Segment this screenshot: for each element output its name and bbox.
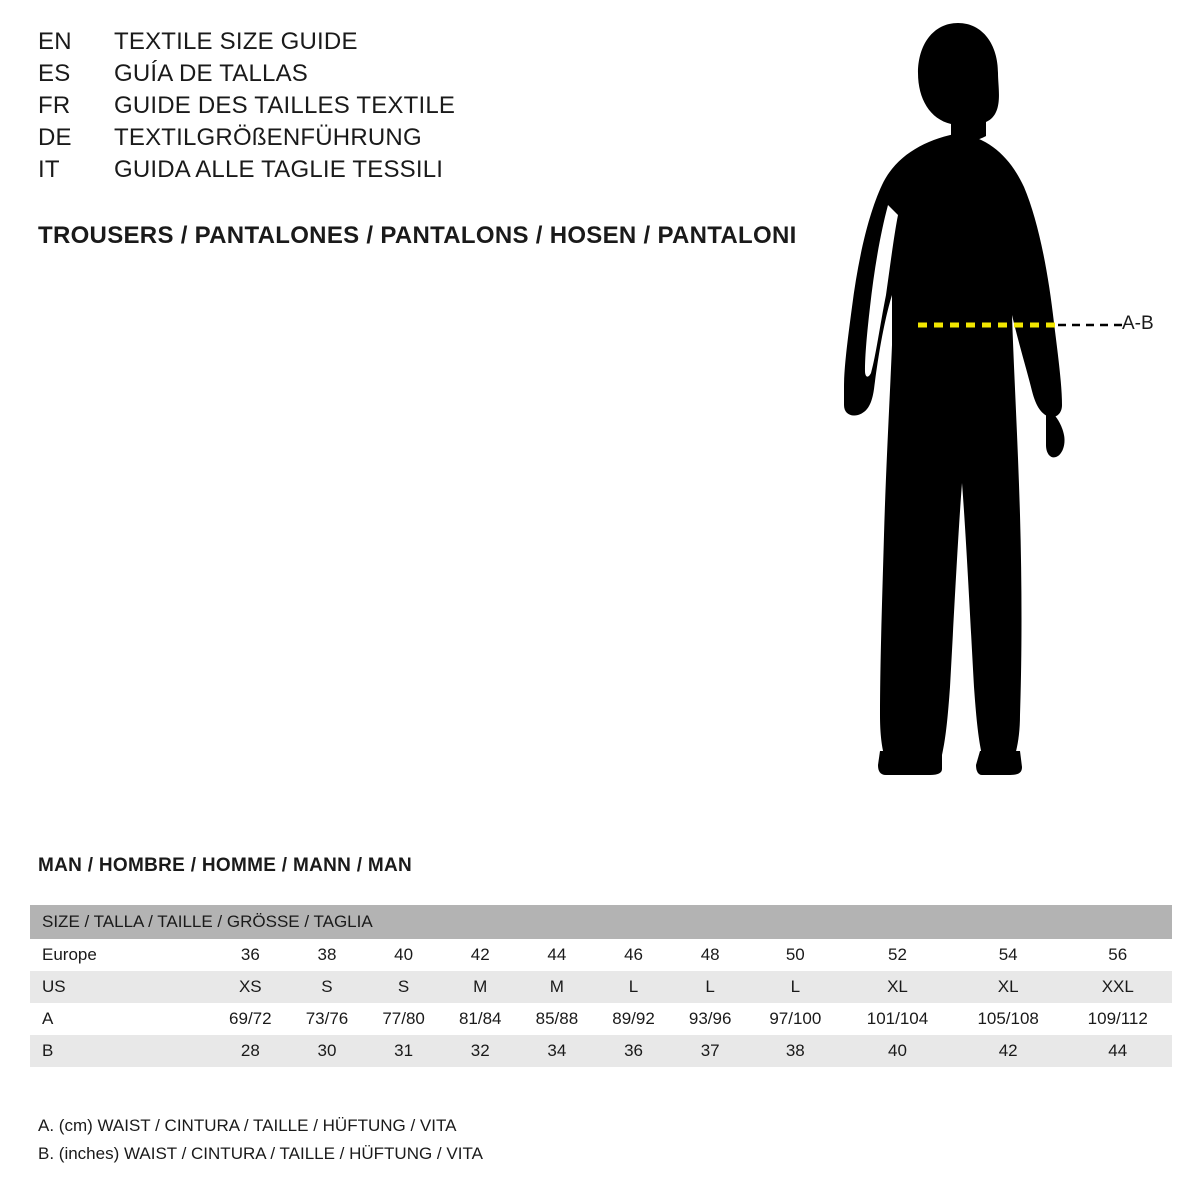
language-code: IT (38, 156, 60, 183)
language-title: GUIDE DES TAILLES TEXTILE (114, 92, 456, 119)
language-row (38, 28, 798, 60)
table-cell: 30 (317, 1041, 337, 1060)
table-cell: L (628, 977, 639, 996)
table-cell: 32 (470, 1041, 490, 1060)
figure-silhouette (810, 15, 1190, 805)
table-cell: 77/80 (382, 1009, 425, 1028)
table-cell: 56 (1108, 945, 1128, 964)
table-cell: XS (238, 977, 262, 996)
table-cell: 44 (547, 945, 567, 964)
language-row (38, 156, 798, 188)
table-cell: 40 (394, 945, 414, 964)
language-title: GUÍA DE TALLAS (114, 60, 308, 87)
table-cell: 28 (240, 1041, 260, 1060)
table-cell: S (321, 977, 333, 996)
table-cell: 46 (624, 945, 643, 964)
language-code: DE (38, 124, 72, 151)
table-cell: 42 (998, 1041, 1018, 1060)
table-cell: 52 (888, 945, 907, 964)
language-title: TEXTILGRÖßENFÜHRUNG (114, 124, 422, 151)
table-cell: 85/88 (535, 1009, 579, 1028)
language-title: TEXTILE SIZE GUIDE (114, 28, 358, 55)
table-cell: L (790, 977, 801, 996)
table-cell: M (549, 977, 564, 996)
language-code: FR (38, 92, 71, 119)
table-cell: 101/104 (866, 1009, 929, 1028)
measure-label-ab: A-B (1122, 313, 1154, 334)
table-cell: 89/92 (612, 1009, 655, 1028)
language-row (38, 60, 798, 92)
table-cell: 48 (700, 945, 720, 964)
language-row (38, 92, 798, 124)
table-cell: 37 (700, 1041, 720, 1060)
table-cell: 54 (998, 945, 1018, 964)
table-cell: XL (997, 977, 1019, 996)
table-row (30, 939, 1172, 971)
language-code: EN (38, 28, 72, 55)
table-section-title: MAN / HOMBRE / HOMME / MANN / MAN (38, 855, 413, 876)
table-cell: 105/108 (977, 1009, 1039, 1028)
row-label: Europe (42, 945, 97, 964)
table-cell: 44 (1108, 1041, 1128, 1060)
table-header-label: SIZE / TALLA / TAILLE / GRÖSSE / TAGLIA (30, 905, 1172, 939)
footnote-list (38, 1112, 483, 1168)
table-cell: 93/96 (688, 1009, 732, 1028)
table-cell: 38 (785, 1041, 805, 1060)
table-cell: 38 (317, 945, 337, 964)
table-cell: 97/100 (769, 1009, 822, 1028)
table-cell: 34 (547, 1041, 567, 1060)
table-cell: 31 (394, 1041, 414, 1060)
row-label: B (42, 1041, 54, 1060)
garment-type-heading: TROUSERS / PANTALONES / PANTALONS / HOSEN / PANTALONI (38, 222, 797, 249)
language-title: GUIDA ALLE TAGLIE TESSILI (114, 156, 444, 183)
table-cell: S (397, 977, 410, 996)
table-cell: 36 (624, 1041, 643, 1060)
footnote-b: B. (inches) WAIST / CINTURA / TAILLE / HÜFTUNG / VITA (38, 1144, 483, 1163)
table-cell: 109/112 (1087, 1009, 1148, 1028)
table-header-row (30, 905, 1172, 939)
row-label: US (42, 977, 66, 996)
table-cell: M (473, 977, 488, 996)
table-cell: 73/76 (305, 1009, 349, 1028)
table-cell: XL (887, 977, 908, 996)
table-cell: 40 (888, 1041, 907, 1060)
table-cell: 69/72 (229, 1009, 272, 1028)
man-silhouette-icon (810, 15, 1190, 805)
language-code: ES (38, 60, 71, 87)
table-cell: 81/84 (458, 1009, 502, 1028)
size-chart-table (30, 905, 1172, 1067)
footnote-a: A. (cm) WAIST / CINTURA / TAILLE / HÜFTUNG / VITA (38, 1116, 457, 1135)
table-cell: L (705, 977, 715, 996)
table-row (30, 1003, 1172, 1035)
table-cell: 42 (470, 945, 490, 964)
table-cell: 50 (785, 945, 805, 964)
language-row (38, 124, 798, 156)
table-row (30, 971, 1172, 1003)
language-list (38, 28, 798, 188)
table-row (30, 1035, 1172, 1067)
row-label: A (42, 1009, 54, 1028)
table-cell: XXL (1101, 977, 1134, 996)
table-cell: 36 (240, 945, 260, 964)
